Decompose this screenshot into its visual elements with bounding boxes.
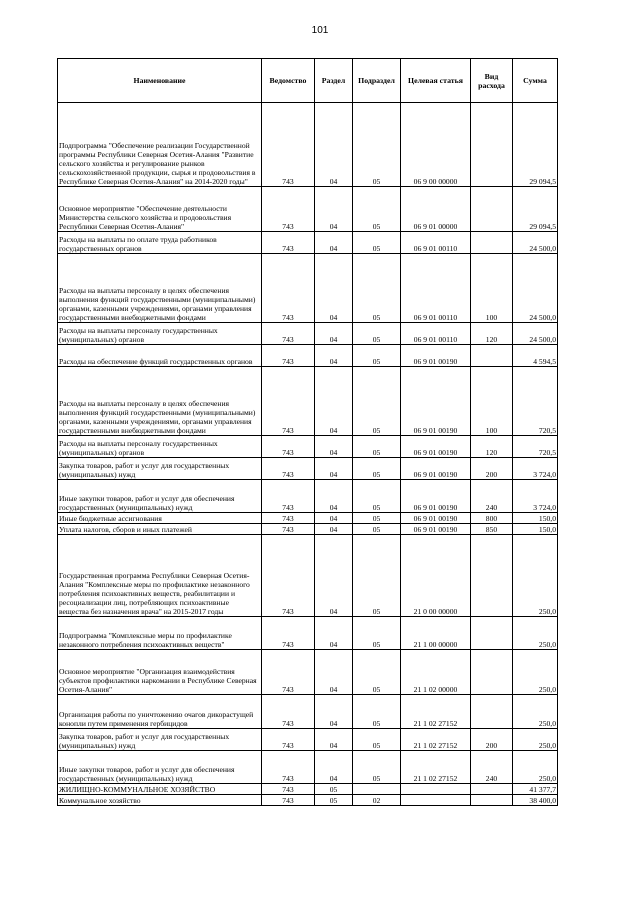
row-subsection: 05 [353, 729, 401, 751]
table-row [58, 617, 558, 650]
row-expense-type: 100 [471, 254, 513, 323]
row-target: 21 1 00 00000 [401, 617, 471, 650]
row-name: Подпрограмма "Комплексные меры по профилактике незаконного потребления психоактивных веществ" [58, 617, 262, 650]
row-target: 06 9 01 00190 [401, 436, 471, 458]
header-target: Целевая статья [401, 59, 471, 103]
row-target: 06 9 01 00190 [401, 480, 471, 513]
table-row [58, 323, 558, 345]
row-section: 04 [315, 254, 353, 323]
row-department: 743 [262, 617, 315, 650]
row-expense-type: 240 [471, 480, 513, 513]
table-row [58, 784, 558, 795]
row-section: 04 [315, 513, 353, 524]
table-row [58, 232, 558, 254]
row-department: 743 [262, 695, 315, 729]
row-expense-type [471, 650, 513, 695]
row-subsection: 05 [353, 535, 401, 617]
row-expense-type [471, 617, 513, 650]
row-target: 06 9 00 00000 [401, 103, 471, 187]
row-section: 04 [315, 650, 353, 695]
row-amount: 720,5 [513, 436, 558, 458]
row-amount: 4 594,5 [513, 345, 558, 367]
table-row [58, 650, 558, 695]
row-expense-type [471, 187, 513, 232]
row-subsection: 05 [353, 436, 401, 458]
row-expense-type: 850 [471, 524, 513, 535]
row-expense-type [471, 345, 513, 367]
header-department: Ведомство [262, 59, 315, 103]
header-section: Раздел [315, 59, 353, 103]
row-amount: 24 500,0 [513, 323, 558, 345]
table-row [58, 436, 558, 458]
row-name: Коммунальное хозяйство [58, 795, 262, 806]
row-amount: 24 500,0 [513, 232, 558, 254]
row-target: 06 9 01 00190 [401, 458, 471, 480]
row-name: Уплата налогов, сборов и иных платежей [58, 524, 262, 535]
row-expense-type [471, 103, 513, 187]
row-target: 06 9 01 00190 [401, 345, 471, 367]
row-name: Расходы на выплаты персоналу в целях обеспечения выполнения функций государственными (муниципальными) органами, казенными учреждениями, органами управления государственными внебюджетными фондами [58, 367, 262, 436]
row-name: Расходы на выплаты персоналу государственных (муниципальных) органов [58, 436, 262, 458]
row-name: Иные бюджетные ассигнования [58, 513, 262, 524]
row-amount: 250,0 [513, 695, 558, 729]
row-section: 04 [315, 480, 353, 513]
table-row [58, 458, 558, 480]
row-subsection: 05 [353, 513, 401, 524]
row-target: 21 1 02 27152 [401, 695, 471, 729]
row-subsection: 05 [353, 103, 401, 187]
header-name: Наименование [58, 59, 262, 103]
row-name: Закупка товаров, работ и услуг для государственных (муниципальных) нужд [58, 458, 262, 480]
row-department: 743 [262, 795, 315, 806]
row-subsection: 05 [353, 187, 401, 232]
row-subsection: 05 [353, 617, 401, 650]
row-department: 743 [262, 367, 315, 436]
table-row [58, 695, 558, 729]
row-department: 743 [262, 751, 315, 784]
row-department: 743 [262, 345, 315, 367]
row-expense-type [471, 232, 513, 254]
row-subsection: 05 [353, 232, 401, 254]
row-subsection: 05 [353, 524, 401, 535]
row-expense-type [471, 795, 513, 806]
table-row [58, 345, 558, 367]
page-number: 101 [311, 25, 329, 36]
header-subsection: Подраздел [353, 59, 401, 103]
row-expense-type: 200 [471, 458, 513, 480]
row-subsection: 05 [353, 751, 401, 784]
row-section: 04 [315, 103, 353, 187]
table-row [58, 795, 558, 806]
row-department: 743 [262, 729, 315, 751]
row-subsection: 05 [353, 323, 401, 345]
row-name: Расходы на обеспечение функций государственных органов [58, 345, 262, 367]
row-section: 04 [315, 232, 353, 254]
table-row [58, 535, 558, 617]
row-amount: 720,5 [513, 367, 558, 436]
table-row [58, 103, 558, 187]
row-amount: 29 094,5 [513, 103, 558, 187]
row-section: 04 [315, 345, 353, 367]
row-name: Иные закупки товаров, работ и услуг для обеспечения государственных (муниципальных) нужд [58, 751, 262, 784]
row-section: 04 [315, 187, 353, 232]
row-target: 06 9 01 00110 [401, 254, 471, 323]
row-section: 04 [315, 323, 353, 345]
row-subsection [353, 784, 401, 795]
row-subsection: 05 [353, 480, 401, 513]
row-name: ЖИЛИЩНО-КОММУНАЛЬНОЕ ХОЗЯЙСТВО [58, 784, 262, 795]
row-department: 743 [262, 458, 315, 480]
table-row [58, 187, 558, 232]
table-row [58, 751, 558, 784]
budget-table [57, 58, 558, 806]
row-subsection: 05 [353, 254, 401, 323]
row-department: 743 [262, 513, 315, 524]
row-section: 04 [315, 367, 353, 436]
row-amount: 250,0 [513, 751, 558, 784]
table-row [58, 254, 558, 323]
row-name: Расходы на выплаты по оплате труда работников государственных органов [58, 232, 262, 254]
row-department: 743 [262, 524, 315, 535]
table-row [58, 524, 558, 535]
row-department: 743 [262, 436, 315, 458]
row-section: 04 [315, 436, 353, 458]
row-name: Организация работы по уничтожению очагов дикорастущей конопли путем применения гербицидов [58, 695, 262, 729]
row-amount: 250,0 [513, 535, 558, 617]
row-target: 06 9 01 00190 [401, 513, 471, 524]
row-target [401, 795, 471, 806]
table-row [58, 367, 558, 436]
row-subsection: 05 [353, 345, 401, 367]
row-expense-type [471, 695, 513, 729]
row-section: 04 [315, 535, 353, 617]
row-department: 743 [262, 103, 315, 187]
row-name: Основное мероприятие "Организация взаимодействия субъектов профилактики наркомании в Республике Северная Осетия-Алания" [58, 650, 262, 695]
row-target: 06 9 01 00000 [401, 187, 471, 232]
row-target [401, 784, 471, 795]
row-name: Закупка товаров, работ и услуг для государственных (муниципальных) нужд [58, 729, 262, 751]
row-expense-type [471, 535, 513, 617]
row-amount: 150,0 [513, 513, 558, 524]
row-name: Подпрограмма "Обеспечение реализации Государственной программы Республики Северная Осетия-Алания "Развитие сельского хозяйства и регулирование рынков сельскохозяйственной продукции, сырья и продовольствия в Республике Северная Осетия-Алания" на 2014-2020 годы" [58, 103, 262, 187]
row-expense-type [471, 784, 513, 795]
row-amount: 3 724,0 [513, 480, 558, 513]
row-department: 743 [262, 187, 315, 232]
row-target: 21 1 02 00000 [401, 650, 471, 695]
row-department: 743 [262, 323, 315, 345]
row-target: 21 1 02 27152 [401, 751, 471, 784]
row-name: Государственная программа Республики Северная Осетия-Алания "Комплексные меры по профилактике незаконного потребления психоактивных веществ, реабилитации и ресоциализации лиц, потребляющих психоактивные вещества без назначения врача" на 2015-2017 годы [58, 535, 262, 617]
row-department: 743 [262, 535, 315, 617]
row-amount: 3 724,0 [513, 458, 558, 480]
row-expense-type: 800 [471, 513, 513, 524]
row-target: 06 9 01 00190 [401, 367, 471, 436]
row-subsection: 05 [353, 695, 401, 729]
row-department: 743 [262, 480, 315, 513]
row-amount: 38 400,0 [513, 795, 558, 806]
row-department: 743 [262, 784, 315, 795]
row-subsection: 05 [353, 367, 401, 436]
row-section: 05 [315, 795, 353, 806]
row-section: 04 [315, 524, 353, 535]
row-expense-type: 120 [471, 323, 513, 345]
row-department: 743 [262, 232, 315, 254]
row-expense-type: 100 [471, 367, 513, 436]
row-amount: 250,0 [513, 729, 558, 751]
row-expense-type: 200 [471, 729, 513, 751]
row-target: 21 0 00 00000 [401, 535, 471, 617]
row-name: Основное мероприятие "Обеспечение деятельности Министерства сельского хозяйства и продовольствия Республики Северная Осетия-Алания" [58, 187, 262, 232]
row-target: 06 9 01 00110 [401, 232, 471, 254]
row-amount: 250,0 [513, 650, 558, 695]
table-row [58, 513, 558, 524]
table-header-row [58, 59, 558, 103]
row-target: 06 9 01 00190 [401, 524, 471, 535]
row-name: Иные закупки товаров, работ и услуг для обеспечения государственных (муниципальных) нужд [58, 480, 262, 513]
row-section: 04 [315, 751, 353, 784]
row-section: 04 [315, 695, 353, 729]
row-amount: 41 377,7 [513, 784, 558, 795]
row-amount: 24 500,0 [513, 254, 558, 323]
row-target: 06 9 01 00110 [401, 323, 471, 345]
row-amount: 150,0 [513, 524, 558, 535]
row-amount: 250,0 [513, 617, 558, 650]
row-department: 743 [262, 254, 315, 323]
header-expense-type: Вид расхода [471, 59, 513, 103]
table-row [58, 729, 558, 751]
row-subsection: 02 [353, 795, 401, 806]
row-amount: 29 094,5 [513, 187, 558, 232]
row-section: 04 [315, 458, 353, 480]
row-section: 04 [315, 617, 353, 650]
row-department: 743 [262, 650, 315, 695]
row-expense-type: 240 [471, 751, 513, 784]
row-expense-type: 120 [471, 436, 513, 458]
header-amount: Сумма [513, 59, 558, 103]
row-subsection: 05 [353, 650, 401, 695]
row-section: 04 [315, 729, 353, 751]
row-target: 21 1 02 27152 [401, 729, 471, 751]
row-name: Расходы на выплаты персоналу государственных (муниципальных) органов [58, 323, 262, 345]
row-subsection: 05 [353, 458, 401, 480]
table-row [58, 480, 558, 513]
row-name: Расходы на выплаты персоналу в целях обеспечения выполнения функций государственными (муниципальными) органами, казенными учреждениями, органами управления государственными внебюджетными фондами [58, 254, 262, 323]
row-section: 05 [315, 784, 353, 795]
